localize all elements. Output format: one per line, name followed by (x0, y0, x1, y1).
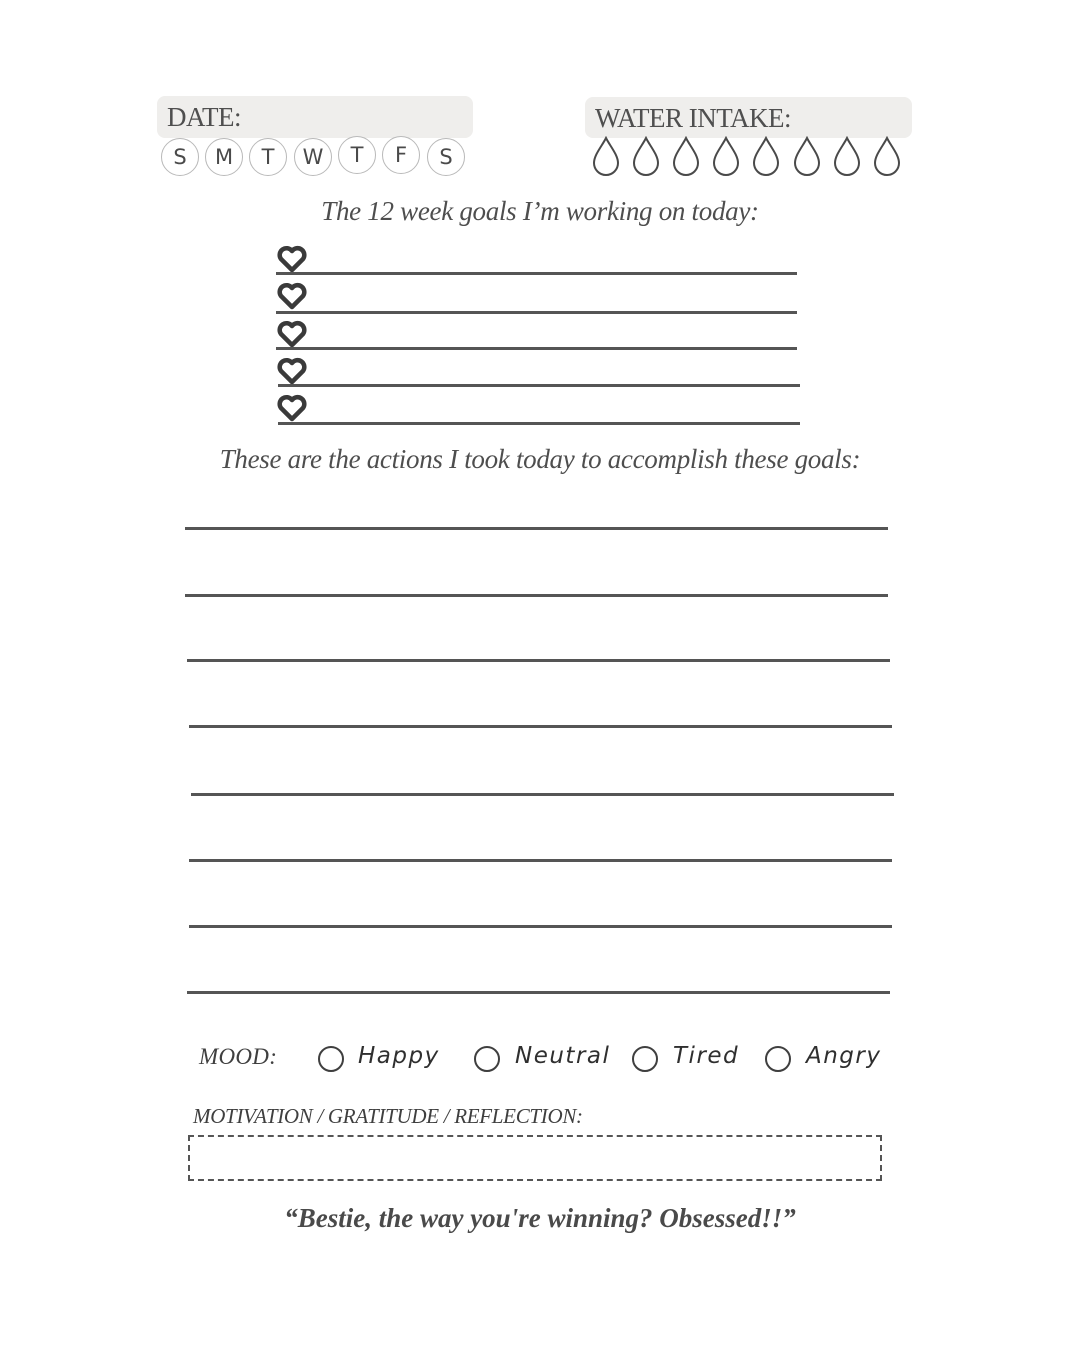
water-intake-field (585, 97, 912, 138)
date-field[interactable] (157, 96, 473, 138)
action-line[interactable] (191, 793, 894, 796)
water-drop-icon[interactable] (751, 136, 781, 176)
mood-radio-angry[interactable] (765, 1046, 791, 1072)
day-monday[interactable]: M (205, 138, 243, 176)
goal-line[interactable] (276, 311, 797, 314)
action-line[interactable] (187, 659, 890, 662)
reflection-label: MOTIVATION / GRATITUDE / REFLECTION: (193, 1104, 583, 1128)
heart-checkbox-icon[interactable] (277, 357, 307, 385)
goal-line[interactable] (278, 384, 800, 387)
mood-option-tired[interactable]: Tired (673, 1043, 740, 1069)
actions-heading: These are the actions I took today to accomplish these goals: (219, 444, 861, 474)
water-intake-label: WATER INTAKE: (595, 103, 792, 133)
water-drop-icon[interactable] (591, 136, 621, 176)
date-label: DATE: (167, 102, 241, 132)
day-sunday[interactable]: S (161, 138, 199, 176)
action-line[interactable] (189, 859, 892, 862)
heart-checkbox-icon[interactable] (277, 320, 307, 348)
goals-heading: The 12 week goals I’m working on today: (321, 196, 759, 226)
motivational-quote: “Bestie, the way you're winning? Obsessed!!” (284, 1203, 796, 1233)
action-line[interactable] (185, 594, 888, 597)
mood-option-happy[interactable]: Happy (358, 1043, 440, 1069)
water-drop-icon[interactable] (832, 136, 862, 176)
reflection-input-box[interactable] (188, 1135, 882, 1181)
water-drop-icon[interactable] (792, 136, 822, 176)
day-wednesday[interactable]: W (294, 138, 332, 176)
action-line[interactable] (185, 527, 888, 530)
action-line[interactable] (189, 725, 892, 728)
day-thursday[interactable]: T (338, 136, 376, 174)
mood-option-angry[interactable]: Angry (806, 1043, 882, 1069)
mood-radio-neutral[interactable] (474, 1046, 500, 1072)
action-line[interactable] (189, 925, 892, 928)
day-tuesday[interactable]: T (249, 138, 287, 176)
heart-checkbox-icon[interactable] (277, 245, 307, 273)
water-drop-icon[interactable] (631, 136, 661, 176)
goal-line[interactable] (278, 422, 800, 425)
mood-option-neutral[interactable]: Neutral (515, 1043, 611, 1069)
mood-radio-tired[interactable] (632, 1046, 658, 1072)
mood-label: MOOD: (199, 1044, 278, 1069)
heart-checkbox-icon[interactable] (277, 282, 307, 310)
goal-line[interactable] (276, 272, 797, 275)
day-saturday[interactable]: S (427, 138, 465, 176)
water-drop-icon[interactable] (711, 136, 741, 176)
mood-radio-happy[interactable] (318, 1046, 344, 1072)
water-drop-icon[interactable] (872, 136, 902, 176)
water-drop-icon[interactable] (671, 136, 701, 176)
goal-line[interactable] (276, 347, 797, 350)
day-friday[interactable]: F (382, 136, 420, 174)
action-line[interactable] (187, 991, 890, 994)
heart-checkbox-icon[interactable] (277, 394, 307, 422)
